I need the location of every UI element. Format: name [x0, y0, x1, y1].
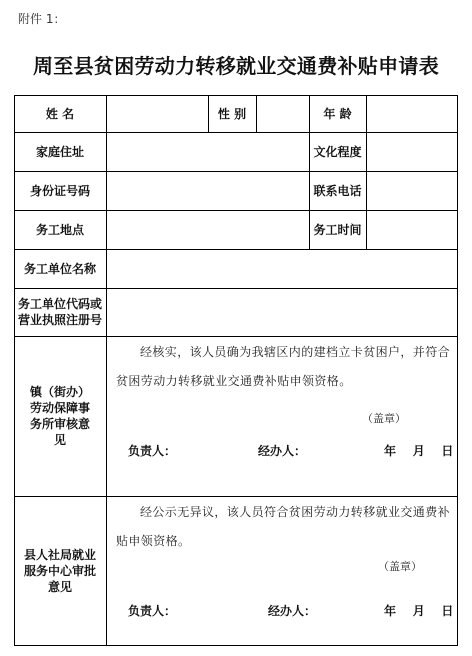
county-approval-label: 县人社局就业服务中心审批意见 [23, 548, 96, 594]
page-title: 周至县贫困劳动力转移就业交通费补贴申请表 [33, 54, 439, 78]
education-label: 文化程度 [313, 144, 362, 159]
column-divider [366, 95, 367, 249]
county-responsible-label: 负责人： [128, 604, 177, 618]
phone-label: 联系电话 [313, 183, 362, 198]
column-divider [106, 95, 107, 646]
work-time-label: 务工时间 [313, 222, 362, 237]
county-date-label: 年 月 日 [384, 604, 454, 618]
id-number-label: 身份证号码 [29, 183, 90, 198]
name-label: 姓 名 [45, 106, 75, 121]
town-review-text: 经核实，该人员确为我辖区内的建档立卡贫困户，并符合贫困劳动力转移就业交通费补贴申领资格。 [116, 345, 451, 388]
employer-name-label: 务工单位名称 [23, 261, 96, 276]
age-label: 年 龄 [323, 106, 352, 121]
attachment-label: 附件 1： [18, 12, 66, 26]
town-date-label: 年 月 日 [384, 444, 454, 458]
town-responsible-label: 负责人： [128, 444, 177, 458]
town-review-label: 镇（街办）劳动保障事务所审核意见 [29, 385, 90, 447]
gender-label: 性 别 [217, 106, 247, 121]
county-seal: （盖章） [378, 560, 422, 573]
column-divider [256, 95, 257, 132]
employer-code-label: 务工单位代码或营业执照注册号 [17, 297, 102, 327]
town-seal: （盖章） [362, 412, 406, 425]
address-label: 家庭住址 [35, 144, 84, 159]
work-place-label: 务工地点 [35, 222, 84, 237]
town-handler-label: 经办人： [258, 444, 307, 458]
county-handler-label: 经办人： [268, 604, 317, 618]
county-approval-text: 经公示无异议，该人员符合贫困劳动力转移就业交通费补贴申领资格。 [116, 505, 451, 548]
